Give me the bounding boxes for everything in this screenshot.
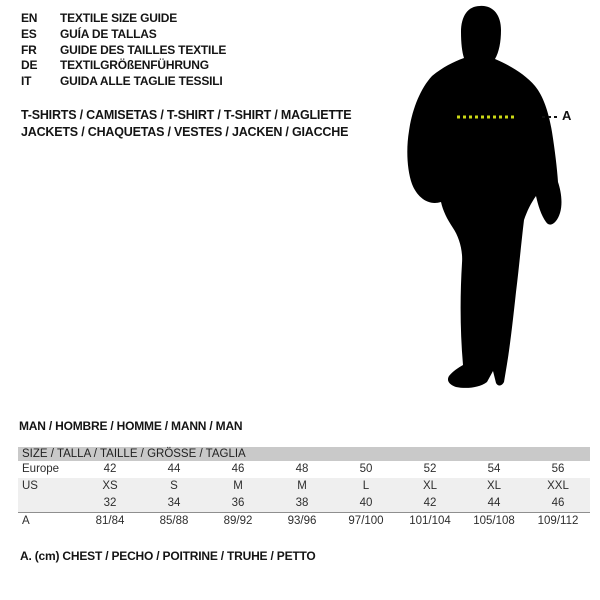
language-code: ES <box>21 26 37 41</box>
table-cell: L <box>362 480 370 492</box>
language-row <box>21 58 226 74</box>
size-table-header: SIZE / TALLA / TAILLE / GRÖSSE / TAGLIA <box>18 447 590 461</box>
table-cell: 46 <box>231 463 245 475</box>
category-jackets: JACKETS / CHAQUETAS / VESTES / JACKEN / GIACCHE <box>21 124 349 139</box>
language-row <box>21 74 226 90</box>
language-label: GUIDE DES TAILLES TEXTILE <box>60 42 227 57</box>
language-row <box>21 27 226 43</box>
measurement-a-label: A <box>562 108 572 123</box>
table-cell: XXL <box>547 480 569 492</box>
table-cell: 34 <box>167 497 181 509</box>
table-cell: M <box>297 480 307 492</box>
table-cell: 93/96 <box>287 515 317 527</box>
man-silhouette-figure <box>400 0 600 395</box>
man-silhouette-graphic <box>400 0 600 395</box>
table-cell: 46 <box>551 497 565 509</box>
row-label <box>18 495 78 512</box>
table-cell: 85/88 <box>159 515 189 527</box>
language-code: IT <box>21 74 32 89</box>
table-cell: 40 <box>359 497 373 509</box>
language-row <box>21 11 226 27</box>
measurement-legend: A. (cm) CHEST / PECHO / POITRINE / TRUHE / PETTO <box>20 549 316 563</box>
language-code: EN <box>21 11 38 25</box>
language-label: GUÍA DE TALLAS <box>60 26 157 41</box>
table-row-unlabeled-sizes <box>18 495 590 512</box>
language-code: DE <box>21 58 38 73</box>
size-table <box>18 447 590 529</box>
table-cell: XL <box>422 480 438 492</box>
table-row-europe <box>18 461 590 478</box>
row-label: Europe <box>22 463 60 475</box>
language-label: TEXTILGRÖßENFÜHRUNG <box>60 58 209 73</box>
language-row <box>21 43 226 59</box>
table-cell: 36 <box>231 497 245 509</box>
row-label: A <box>22 515 30 527</box>
row-label: US <box>22 480 38 492</box>
table-cell: 38 <box>295 497 309 509</box>
table-cell: 44 <box>487 497 501 509</box>
table-cell: 81/84 <box>95 515 125 527</box>
table-row-us <box>18 478 590 495</box>
table-cell: S <box>170 480 178 492</box>
table-cell: M <box>233 480 243 492</box>
garment-categories <box>21 107 351 140</box>
man-silhouette-shape <box>407 6 561 388</box>
table-cell: 105/108 <box>473 515 515 527</box>
language-label: GUIDA ALLE TAGLIE TESSILI <box>60 74 223 89</box>
language-label: TEXTILE SIZE GUIDE <box>60 11 178 25</box>
table-row-chest-a <box>18 512 590 529</box>
table-cell: 32 <box>103 497 117 509</box>
table-cell: XS <box>102 480 118 492</box>
table-cell: 89/92 <box>223 515 253 527</box>
table-cell: XL <box>486 480 502 492</box>
table-cell: 48 <box>295 463 309 475</box>
table-cell: 97/100 <box>348 515 384 527</box>
table-cell: 52 <box>423 463 437 475</box>
table-cell: 50 <box>359 463 373 475</box>
table-cell: 42 <box>103 463 117 475</box>
table-cell: 101/104 <box>409 515 451 527</box>
table-cell: 109/112 <box>537 515 579 527</box>
table-cell: 54 <box>487 463 501 475</box>
language-code: FR <box>21 42 37 57</box>
table-cell: 42 <box>423 497 437 509</box>
language-list <box>21 11 226 90</box>
table-cell: 44 <box>167 463 181 475</box>
category-tshirts: T-SHIRTS / CAMISETAS / T-SHIRT / T-SHIRT / MAGLIETTE <box>21 108 352 122</box>
table-cell: 56 <box>551 463 565 475</box>
section-title-man: MAN / HOMBRE / HOMME / MANN / MAN <box>19 419 243 433</box>
